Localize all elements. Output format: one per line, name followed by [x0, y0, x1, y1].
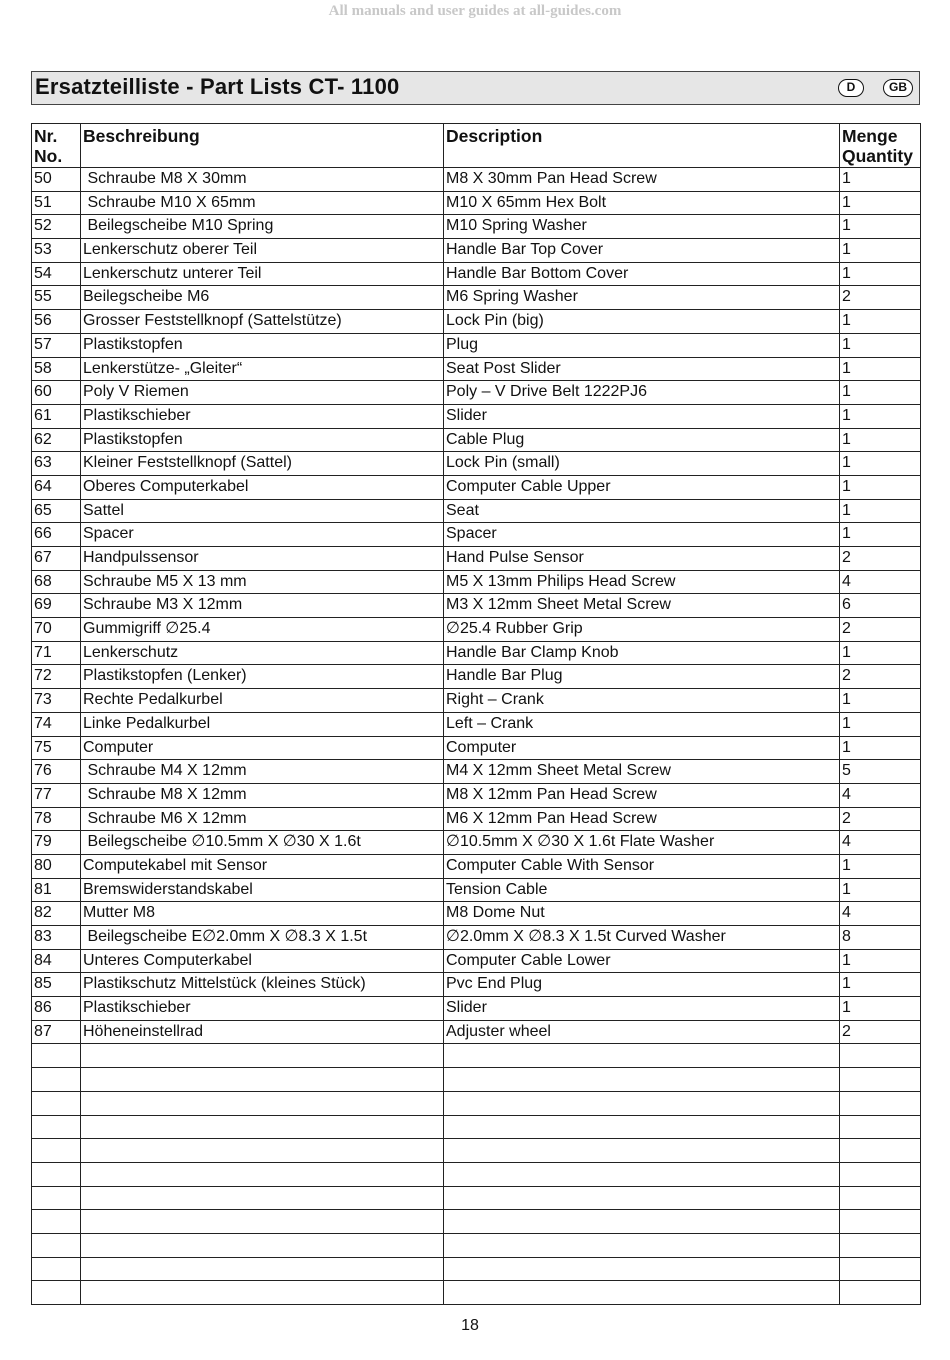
table-row — [32, 215, 921, 239]
table-row — [32, 807, 921, 831]
cell-part-number: 77 — [32, 783, 81, 807]
cell-quantity: 1 — [840, 381, 921, 405]
cell-beschreibung: Handpulssensor — [81, 547, 444, 571]
table-row — [32, 1091, 921, 1115]
cell-quantity — [840, 1281, 921, 1305]
cell-quantity — [840, 1210, 921, 1234]
cell-description: M4 X 12mm Sheet Metal Screw — [444, 760, 840, 784]
cell-description: Pvc End Plug — [444, 973, 840, 997]
cell-part-number: 57 — [32, 333, 81, 357]
cell-part-number: 55 — [32, 286, 81, 310]
cell-beschreibung — [81, 1162, 444, 1186]
cell-quantity — [840, 1044, 921, 1068]
table-row — [32, 1233, 921, 1257]
cell-description: Seat — [444, 499, 840, 523]
table-row — [32, 523, 921, 547]
cell-beschreibung: Kleiner Feststellknopf (Sattel) — [81, 452, 444, 476]
cell-beschreibung: Plastikschieber — [81, 404, 444, 428]
cell-part-number: 71 — [32, 641, 81, 665]
cell-quantity: 1 — [840, 854, 921, 878]
cell-part-number: 56 — [32, 310, 81, 334]
header-nr-line1: Nr. — [34, 126, 58, 146]
table-row — [32, 428, 921, 452]
cell-beschreibung: Linke Pedalkurbel — [81, 712, 444, 736]
cell-beschreibung: Beilegscheibe M10 Spring — [81, 215, 444, 239]
cell-beschreibung: Mutter M8 — [81, 902, 444, 926]
cell-part-number: 66 — [32, 523, 81, 547]
table-row — [32, 333, 921, 357]
cell-description: M3 X 12mm Sheet Metal Screw — [444, 594, 840, 618]
table-row — [32, 499, 921, 523]
cell-quantity: 1 — [840, 499, 921, 523]
cell-description — [444, 1257, 840, 1281]
cell-quantity: 1 — [840, 262, 921, 286]
cell-beschreibung: Schraube M10 X 65mm — [81, 191, 444, 215]
cell-quantity — [840, 1233, 921, 1257]
cell-description: Handle Bar Bottom Cover — [444, 262, 840, 286]
table-row — [32, 262, 921, 286]
table-row — [32, 357, 921, 381]
cell-beschreibung: Rechte Pedalkurbel — [81, 689, 444, 713]
cell-beschreibung: Unteres Computerkabel — [81, 949, 444, 973]
cell-part-number: 64 — [32, 475, 81, 499]
table-row — [32, 1139, 921, 1163]
cell-part-number: 68 — [32, 570, 81, 594]
cell-quantity: 2 — [840, 547, 921, 571]
table-row — [32, 665, 921, 689]
cell-description: M6 X 12mm Pan Head Screw — [444, 807, 840, 831]
table-row — [32, 381, 921, 405]
cell-description — [444, 1044, 840, 1068]
cell-quantity: 4 — [840, 570, 921, 594]
cell-part-number: 76 — [32, 760, 81, 784]
header-nr — [32, 124, 81, 168]
cell-part-number: 75 — [32, 736, 81, 760]
cell-description: Computer Cable With Sensor — [444, 854, 840, 878]
header-beschreibung: Beschreibung — [81, 124, 444, 168]
cell-description: Handle Bar Plug — [444, 665, 840, 689]
cell-part-number: 54 — [32, 262, 81, 286]
cell-part-number: 83 — [32, 926, 81, 950]
table-row — [32, 973, 921, 997]
cell-description — [444, 1186, 840, 1210]
title-bar — [31, 71, 920, 105]
cell-beschreibung: Plastikstopfen — [81, 333, 444, 357]
cell-description — [444, 1281, 840, 1305]
language-badge-gb: GB — [883, 79, 913, 97]
cell-part-number: 84 — [32, 949, 81, 973]
table-row — [32, 736, 921, 760]
cell-beschreibung: Schraube M8 X 12mm — [81, 783, 444, 807]
cell-description: M10 X 65mm Hex Bolt — [444, 191, 840, 215]
cell-quantity: 1 — [840, 215, 921, 239]
cell-description: Seat Post Slider — [444, 357, 840, 381]
cell-description — [444, 1233, 840, 1257]
cell-quantity: 1 — [840, 333, 921, 357]
cell-description: Poly – V Drive Belt 1222PJ6 — [444, 381, 840, 405]
cell-quantity: 6 — [840, 594, 921, 618]
table-row — [32, 689, 921, 713]
cell-quantity: 1 — [840, 523, 921, 547]
cell-quantity: 1 — [840, 712, 921, 736]
table-row — [32, 1186, 921, 1210]
table-row — [32, 641, 921, 665]
cell-description: Handle Bar Top Cover — [444, 239, 840, 263]
cell-quantity: 1 — [840, 404, 921, 428]
cell-part-number — [32, 1115, 81, 1139]
cell-beschreibung: Schraube M5 X 13 mm — [81, 570, 444, 594]
cell-quantity: 1 — [840, 239, 921, 263]
cell-description: Cable Plug — [444, 428, 840, 452]
parts-table-body — [32, 168, 921, 1305]
cell-beschreibung: Schraube M6 X 12mm — [81, 807, 444, 831]
cell-part-number: 61 — [32, 404, 81, 428]
cell-beschreibung: Plastikstopfen (Lenker) — [81, 665, 444, 689]
table-row — [32, 1281, 921, 1305]
cell-description: M5 X 13mm Philips Head Screw — [444, 570, 840, 594]
cell-beschreibung — [81, 1139, 444, 1163]
cell-beschreibung: Beilegscheibe M6 — [81, 286, 444, 310]
parts-table — [31, 123, 921, 1305]
table-row — [32, 594, 921, 618]
cell-description: Plug — [444, 333, 840, 357]
cell-beschreibung — [81, 1091, 444, 1115]
cell-quantity: 5 — [840, 760, 921, 784]
cell-description: Left – Crank — [444, 712, 840, 736]
cell-description: Computer Cable Upper — [444, 475, 840, 499]
cell-description: Handle Bar Clamp Knob — [444, 641, 840, 665]
cell-beschreibung: Spacer — [81, 523, 444, 547]
cell-quantity: 1 — [840, 168, 921, 192]
cell-part-number: 65 — [32, 499, 81, 523]
cell-quantity: 2 — [840, 665, 921, 689]
table-row — [32, 191, 921, 215]
cell-beschreibung — [81, 1281, 444, 1305]
cell-quantity: 1 — [840, 428, 921, 452]
table-row — [32, 239, 921, 263]
cell-part-number — [32, 1091, 81, 1115]
cell-description: Adjuster wheel — [444, 1020, 840, 1044]
cell-part-number — [32, 1281, 81, 1305]
language-badge-de: D — [838, 79, 864, 97]
cell-description: Slider — [444, 997, 840, 1021]
table-row — [32, 168, 921, 192]
cell-quantity: 1 — [840, 973, 921, 997]
cell-quantity: 1 — [840, 997, 921, 1021]
cell-description: M6 Spring Washer — [444, 286, 840, 310]
cell-part-number: 60 — [32, 381, 81, 405]
table-row — [32, 1044, 921, 1068]
cell-beschreibung: Plastikschutz Mittelstück (kleines Stück) — [81, 973, 444, 997]
cell-part-number: 62 — [32, 428, 81, 452]
cell-beschreibung: Poly V Riemen — [81, 381, 444, 405]
cell-beschreibung — [81, 1068, 444, 1092]
table-row — [32, 783, 921, 807]
cell-quantity: 8 — [840, 926, 921, 950]
table-header-row — [32, 124, 921, 168]
cell-quantity: 1 — [840, 310, 921, 334]
table-row — [32, 1257, 921, 1281]
cell-beschreibung: Beilegscheibe ∅10.5mm X ∅30 X 1.6t — [81, 831, 444, 855]
cell-description: M10 Spring Washer — [444, 215, 840, 239]
cell-quantity: 1 — [840, 191, 921, 215]
cell-beschreibung: Computer — [81, 736, 444, 760]
cell-quantity — [840, 1068, 921, 1092]
header-quantity-line2: Quantity — [842, 146, 913, 166]
cell-beschreibung: Lenkerstütze- „Gleiter“ — [81, 357, 444, 381]
table-row — [32, 570, 921, 594]
cell-beschreibung: Schraube M8 X 30mm — [81, 168, 444, 192]
cell-quantity: 1 — [840, 475, 921, 499]
cell-part-number: 52 — [32, 215, 81, 239]
cell-part-number: 79 — [32, 831, 81, 855]
cell-part-number: 51 — [32, 191, 81, 215]
cell-part-number: 85 — [32, 973, 81, 997]
cell-part-number: 72 — [32, 665, 81, 689]
cell-beschreibung — [81, 1257, 444, 1281]
table-row — [32, 926, 921, 950]
cell-description: M8 X 30mm Pan Head Screw — [444, 168, 840, 192]
cell-part-number: 82 — [32, 902, 81, 926]
cell-description: ∅2.0mm X ∅8.3 X 1.5t Curved Washer — [444, 926, 840, 950]
table-row — [32, 404, 921, 428]
cell-part-number: 69 — [32, 594, 81, 618]
cell-beschreibung — [81, 1115, 444, 1139]
cell-description: Hand Pulse Sensor — [444, 547, 840, 571]
cell-beschreibung: Lenkerschutz — [81, 641, 444, 665]
table-row — [32, 760, 921, 784]
cell-description — [444, 1068, 840, 1092]
cell-beschreibung: Plastikschieber — [81, 997, 444, 1021]
table-row — [32, 1068, 921, 1092]
cell-beschreibung: Schraube M4 X 12mm — [81, 760, 444, 784]
cell-description: Slider — [444, 404, 840, 428]
cell-quantity — [840, 1091, 921, 1115]
cell-quantity: 4 — [840, 902, 921, 926]
cell-part-number: 70 — [32, 618, 81, 642]
cell-beschreibung — [81, 1044, 444, 1068]
cell-description: M8 Dome Nut — [444, 902, 840, 926]
table-row — [32, 712, 921, 736]
cell-part-number: 86 — [32, 997, 81, 1021]
cell-part-number: 63 — [32, 452, 81, 476]
cell-description: ∅25.4 Rubber Grip — [444, 618, 840, 642]
cell-part-number: 78 — [32, 807, 81, 831]
page-number: 18 — [461, 1317, 479, 1334]
cell-quantity — [840, 1257, 921, 1281]
table-row — [32, 547, 921, 571]
table-row — [32, 997, 921, 1021]
page-title: Ersatzteilliste - Part Lists CT- 1100 — [35, 74, 400, 99]
cell-part-number: 53 — [32, 239, 81, 263]
cell-beschreibung: Gummigriff ∅25.4 — [81, 618, 444, 642]
table-row — [32, 949, 921, 973]
cell-description: ∅10.5mm X ∅30 X 1.6t Flate Washer — [444, 831, 840, 855]
header-quantity — [840, 124, 921, 168]
cell-quantity: 1 — [840, 878, 921, 902]
table-row — [32, 1020, 921, 1044]
cell-beschreibung: Lenkerschutz oberer Teil — [81, 239, 444, 263]
cell-description — [444, 1091, 840, 1115]
cell-quantity: 1 — [840, 949, 921, 973]
cell-beschreibung: Bremswiderstandskabel — [81, 878, 444, 902]
cell-part-number — [32, 1162, 81, 1186]
cell-part-number: 58 — [32, 357, 81, 381]
cell-part-number — [32, 1186, 81, 1210]
cell-description — [444, 1162, 840, 1186]
cell-description: Lock Pin (small) — [444, 452, 840, 476]
cell-quantity: 2 — [840, 286, 921, 310]
cell-quantity: 4 — [840, 831, 921, 855]
watermark-text: All manuals and user guides at all-guides.com — [328, 3, 622, 19]
cell-beschreibung: Plastikstopfen — [81, 428, 444, 452]
cell-part-number: 50 — [32, 168, 81, 192]
cell-description — [444, 1115, 840, 1139]
table-row — [32, 902, 921, 926]
cell-beschreibung: Sattel — [81, 499, 444, 523]
cell-quantity: 4 — [840, 783, 921, 807]
cell-part-number — [32, 1233, 81, 1257]
header-description: Description — [444, 124, 840, 168]
table-row — [32, 1210, 921, 1234]
cell-quantity — [840, 1115, 921, 1139]
cell-beschreibung: Höheneinstellrad — [81, 1020, 444, 1044]
cell-part-number: 74 — [32, 712, 81, 736]
cell-quantity: 1 — [840, 641, 921, 665]
cell-beschreibung: Oberes Computerkabel — [81, 475, 444, 499]
cell-part-number — [32, 1068, 81, 1092]
table-row — [32, 286, 921, 310]
cell-quantity: 2 — [840, 807, 921, 831]
cell-quantity: 2 — [840, 1020, 921, 1044]
table-row — [32, 475, 921, 499]
cell-quantity — [840, 1139, 921, 1163]
cell-quantity — [840, 1186, 921, 1210]
cell-part-number: 87 — [32, 1020, 81, 1044]
cell-beschreibung — [81, 1210, 444, 1234]
table-row — [32, 831, 921, 855]
table-row — [32, 618, 921, 642]
table-row — [32, 1162, 921, 1186]
cell-description — [444, 1210, 840, 1234]
cell-part-number: 80 — [32, 854, 81, 878]
cell-description: Lock Pin (big) — [444, 310, 840, 334]
cell-description: Spacer — [444, 523, 840, 547]
cell-beschreibung: Computekabel mit Sensor — [81, 854, 444, 878]
cell-description: Computer — [444, 736, 840, 760]
cell-part-number — [32, 1044, 81, 1068]
table-row — [32, 878, 921, 902]
table-row — [32, 452, 921, 476]
cell-part-number: 81 — [32, 878, 81, 902]
cell-beschreibung: Beilegscheibe E∅2.0mm X ∅8.3 X 1.5t — [81, 926, 444, 950]
cell-beschreibung: Schraube M3 X 12mm — [81, 594, 444, 618]
cell-quantity: 1 — [840, 689, 921, 713]
cell-description: Computer Cable Lower — [444, 949, 840, 973]
cell-part-number — [32, 1257, 81, 1281]
cell-beschreibung: Grosser Feststellknopf (Sattelstütze) — [81, 310, 444, 334]
cell-description: Tension Cable — [444, 878, 840, 902]
cell-quantity: 2 — [840, 618, 921, 642]
cell-quantity: 1 — [840, 452, 921, 476]
cell-quantity — [840, 1162, 921, 1186]
table-row — [32, 854, 921, 878]
table-row — [32, 1115, 921, 1139]
header-quantity-line1: Menge — [842, 126, 898, 146]
cell-part-number — [32, 1139, 81, 1163]
cell-part-number — [32, 1210, 81, 1234]
cell-description: Right – Crank — [444, 689, 840, 713]
cell-quantity: 1 — [840, 736, 921, 760]
table-row — [32, 310, 921, 334]
cell-description — [444, 1139, 840, 1163]
cell-part-number: 73 — [32, 689, 81, 713]
cell-beschreibung — [81, 1233, 444, 1257]
cell-description: M8 X 12mm Pan Head Screw — [444, 783, 840, 807]
header-nr-line2: No. — [34, 146, 63, 166]
cell-beschreibung: Lenkerschutz unterer Teil — [81, 262, 444, 286]
cell-beschreibung — [81, 1186, 444, 1210]
cell-part-number: 67 — [32, 547, 81, 571]
cell-quantity: 1 — [840, 357, 921, 381]
